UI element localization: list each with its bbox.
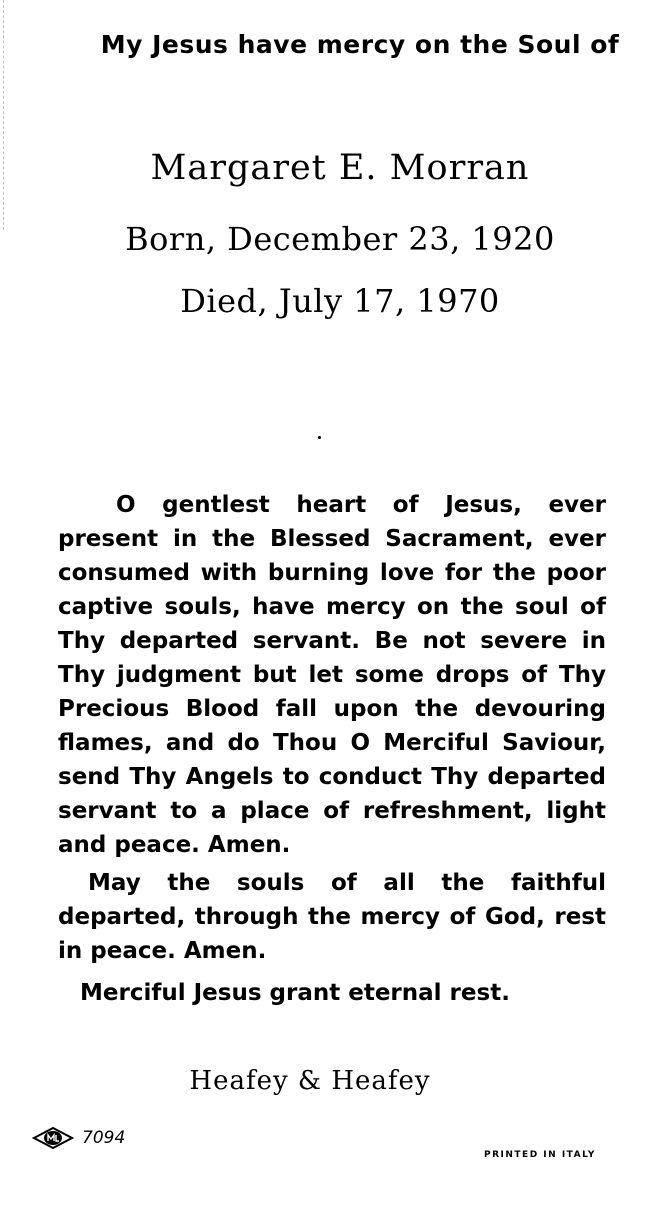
funeral-home-name: Heafey & Heafey	[189, 1066, 431, 1096]
printed-in-italy: PRINTED IN ITALY	[484, 1150, 596, 1160]
card-left-edge	[3, 0, 6, 230]
prayer-paragraph-3: Merciful Jesus grant eternal rest.	[80, 980, 510, 1006]
birth-date: Born, December 23, 1920	[125, 220, 555, 258]
deceased-name: Margaret E. Morran	[150, 148, 530, 188]
prayer-text	[58, 488, 606, 1010]
card-number: 7094	[82, 1128, 126, 1148]
intro-line: My Jesus have mercy on the Soul of	[100, 30, 620, 59]
death-date: Died, July 17, 1970	[180, 282, 500, 320]
prayer-paragraph-2: May the souls of all the faithful departed, through the mercy of God, rest in peace. Amen.	[58, 870, 606, 964]
diamond-logo-icon	[32, 1126, 74, 1150]
prayer-paragraph-1: O gentlest heart of Jesus, ever present in the Blessed Sacrament, ever consumed with burning love for the poor captive souls, have mercy on the soul of Thy departed servant. Be not severe in Thy judgment but let some drops of Thy Precious Blood fall upon the devouring flames, and do Thou O Merciful Saviour, send Thy Angels to conduct Thy departed servant to a place of refreshment, light and peace. Amen.	[58, 492, 606, 858]
decorative-dot	[318, 436, 321, 439]
publisher-mark	[32, 1126, 125, 1150]
